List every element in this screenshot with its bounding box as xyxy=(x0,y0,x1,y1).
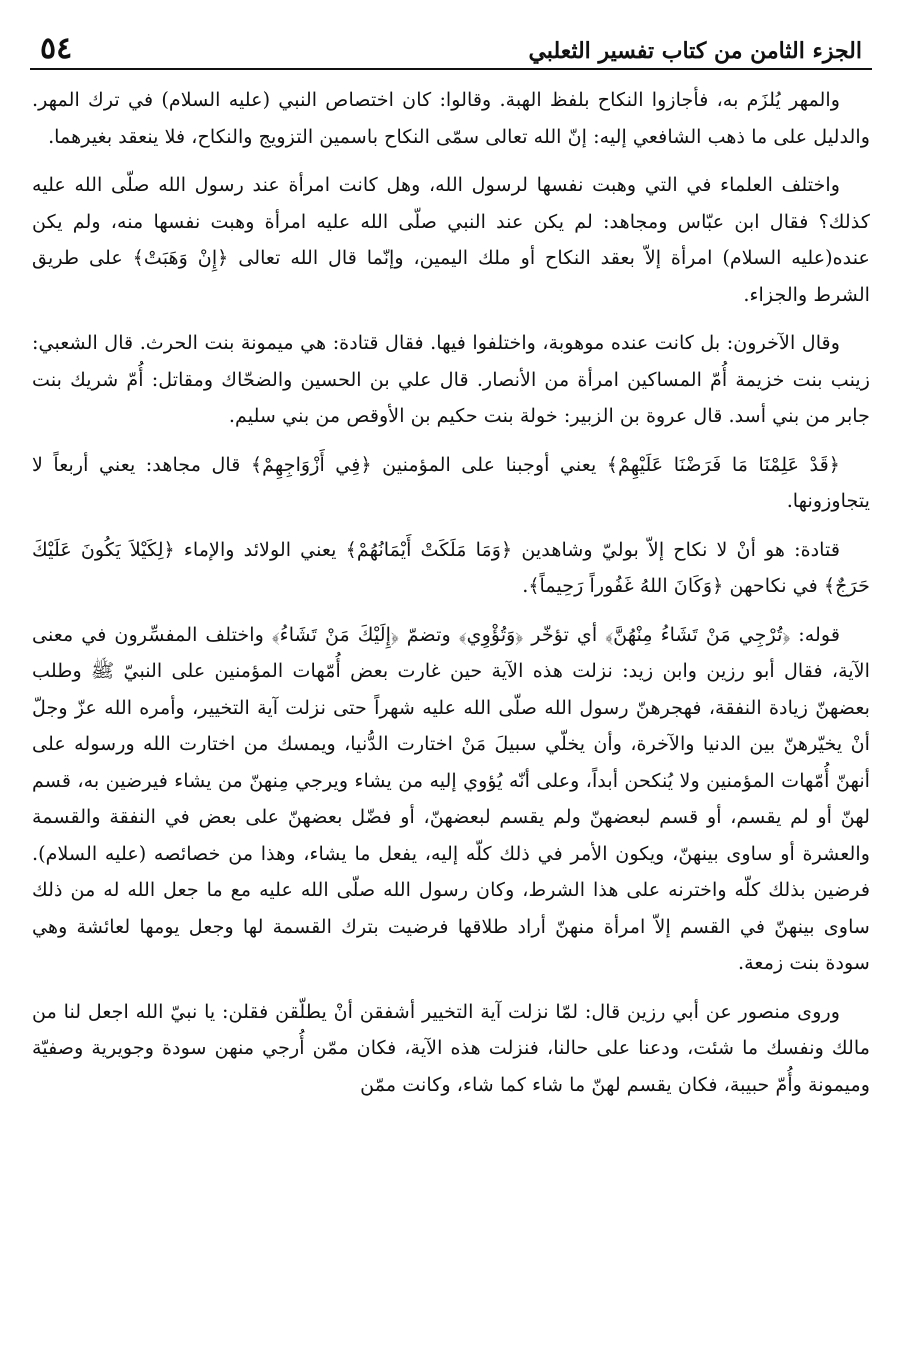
page-header xyxy=(30,22,872,70)
book-page xyxy=(30,22,872,1340)
page-number: ٥٤ xyxy=(40,31,73,66)
paragraph-scholars-disagree: واختلف العلماء في التي وهبت نفسها لرسول الله، وهل كانت امرأة عند رسول الله صلّى الله عليه كذلك؟ فقال ابن عبّاس ومجاهد: لم يكن عند النبي صلّى الله عليه امرأة وهبت نفسها منه، ولم يكن عنده(عليه السلام) امرأة إلاّ بعقد النكاح أو ملك اليمين، وإنّما قال الله تعالى ﴿إِنْ وَهَبَتْ﴾ على طريق الشرط والجزاء. xyxy=(32,173,870,306)
paragraph-verse-obligations: ﴿قَدْ عَلِمْنَا مَا فَرَضْنَا عَلَيْهِمْ﴾ يعني أوجبنا على المؤمنين ﴿فِي أَزْوَاجِهِمْ﴾ قال مجاهد: يعني أربعاً لا يتجاوزونها. xyxy=(32,452,870,512)
paragraph-dowry: والمهر يُلزَم به، فأجازوا النكاح بلفظ الهبة. وقالوا: كان اختصاص النبي (عليه السلام) في ترك المهر. والدليل على ما ذهب الشافعي إليه: إنّ الله تعالى سمّى النكاح باسمين التزويج والنكاح، فلا ينعقد بغيرهما. xyxy=(32,88,870,148)
page-body xyxy=(30,70,872,1103)
paragraph-tafsir-tujri: قوله: ﴿تُرْجِي مَنْ تَشَاءُ مِنْهُنَّ﴾ أي تؤخّر ﴿وَتُؤْوِي﴾ وتضمّ ﴿إِلَيْكَ مَنْ تَشَاءُ﴾ واختلف المفسِّرون في معنى الآية، فقال أبو رزين وابن زيد: نزلت هذه الآية حين غارت بعض أُمّهات المؤمنين على النبيّ ﷺ وطلب بعضهنّ زيادة النفقة، فهجرهنّ رسول الله صلّى الله عليه شهراً حتى نزلت آية التخيير، وأمره الله عزّ وجلّ أنْ يخيّرهنّ بين الدنيا والآخرة، وأن يخلّي سبيلَ مَنْ اختارت الدُّنيا، ويمسك من اختارت الله ورسوله على أنهنّ أُمّهات المؤمنين ولا يُنكحن أبداً، وعلى أنّه يُؤوي إليه من يشاء ويرجي مِنهنّ من يشاء فيرضين به، قسم لهنّ أو لم يقسم، أو قسم لبعضهنّ ولم يقسم لبعضهنّ، أو فضّل بعضهنّ على بعض في النفقة والقسمة والعشرة أو ساوى بينهنّ، ويكون الأمر في ذلك كلّه إليه، يفعل ما يشاء، وهذا من خصائصه (عليه السلام). فرضين بذلك كلّه واخترنه على هذا الشرط، وكان رسول الله صلّى الله عليه مع ما جعل الله له من ذلك ساوى بينهنّ في القسم إلاّ امرأة منهنّ أراد طلاقها فرضيت بترك القسمة لها وجعل يومها لعائشة وهي سودة بنت زمعة. xyxy=(32,622,870,974)
paragraph-qatada: قتادة: هو أنْ لا نكاح إلاّ بوليّ وشاهدين ﴿وَمَا مَلَكَتْ أَيْمَانُهُمْ﴾ يعني الولائد والإماء ﴿لِكَيْلاَ يَكُونَ عَلَيْكَ حَرَجٌ﴾ في نكاحهن ﴿وَكَانَ اللهُ غَفُوراً رَحِيماً﴾. xyxy=(32,537,870,597)
paragraph-mansur-narration: وروى منصور عن أبي رزين قال: لمّا نزلت آية التخيير أشفقن أنْ يطلّقن فقلن: يا نبيّ الله اجعل لنا من مالك ونفسك ما شئت، ودعنا على حالنا، فنزلت هذه الآية، فكان ممّن أُرجي منهن سودة وجويرية وصفيّة وميمونة وأُمّ حبيبة، فكان يقسم لهنّ ما شاء كما شاء، وكانت ممّن xyxy=(32,999,870,1096)
paragraph-others-said: وقال الآخرون: بل كانت عنده موهوبة، واختلفوا فيها. فقال قتادة: هي ميمونة بنت الحرث. قال الشعبي: زينب بنت خزيمة أُمّ المساكين امرأة من الأنصار. قال علي بن الحسين والضحّاك ومقاتل: أُمّ شريك بنت جابر من بني أسد. قال عروة بن الزبير: خولة بنت حكيم بن الأوقص من بني سليم. xyxy=(32,331,870,427)
running-title: الجزء الثامن من كتاب تفسير الثعلبي xyxy=(528,37,862,64)
